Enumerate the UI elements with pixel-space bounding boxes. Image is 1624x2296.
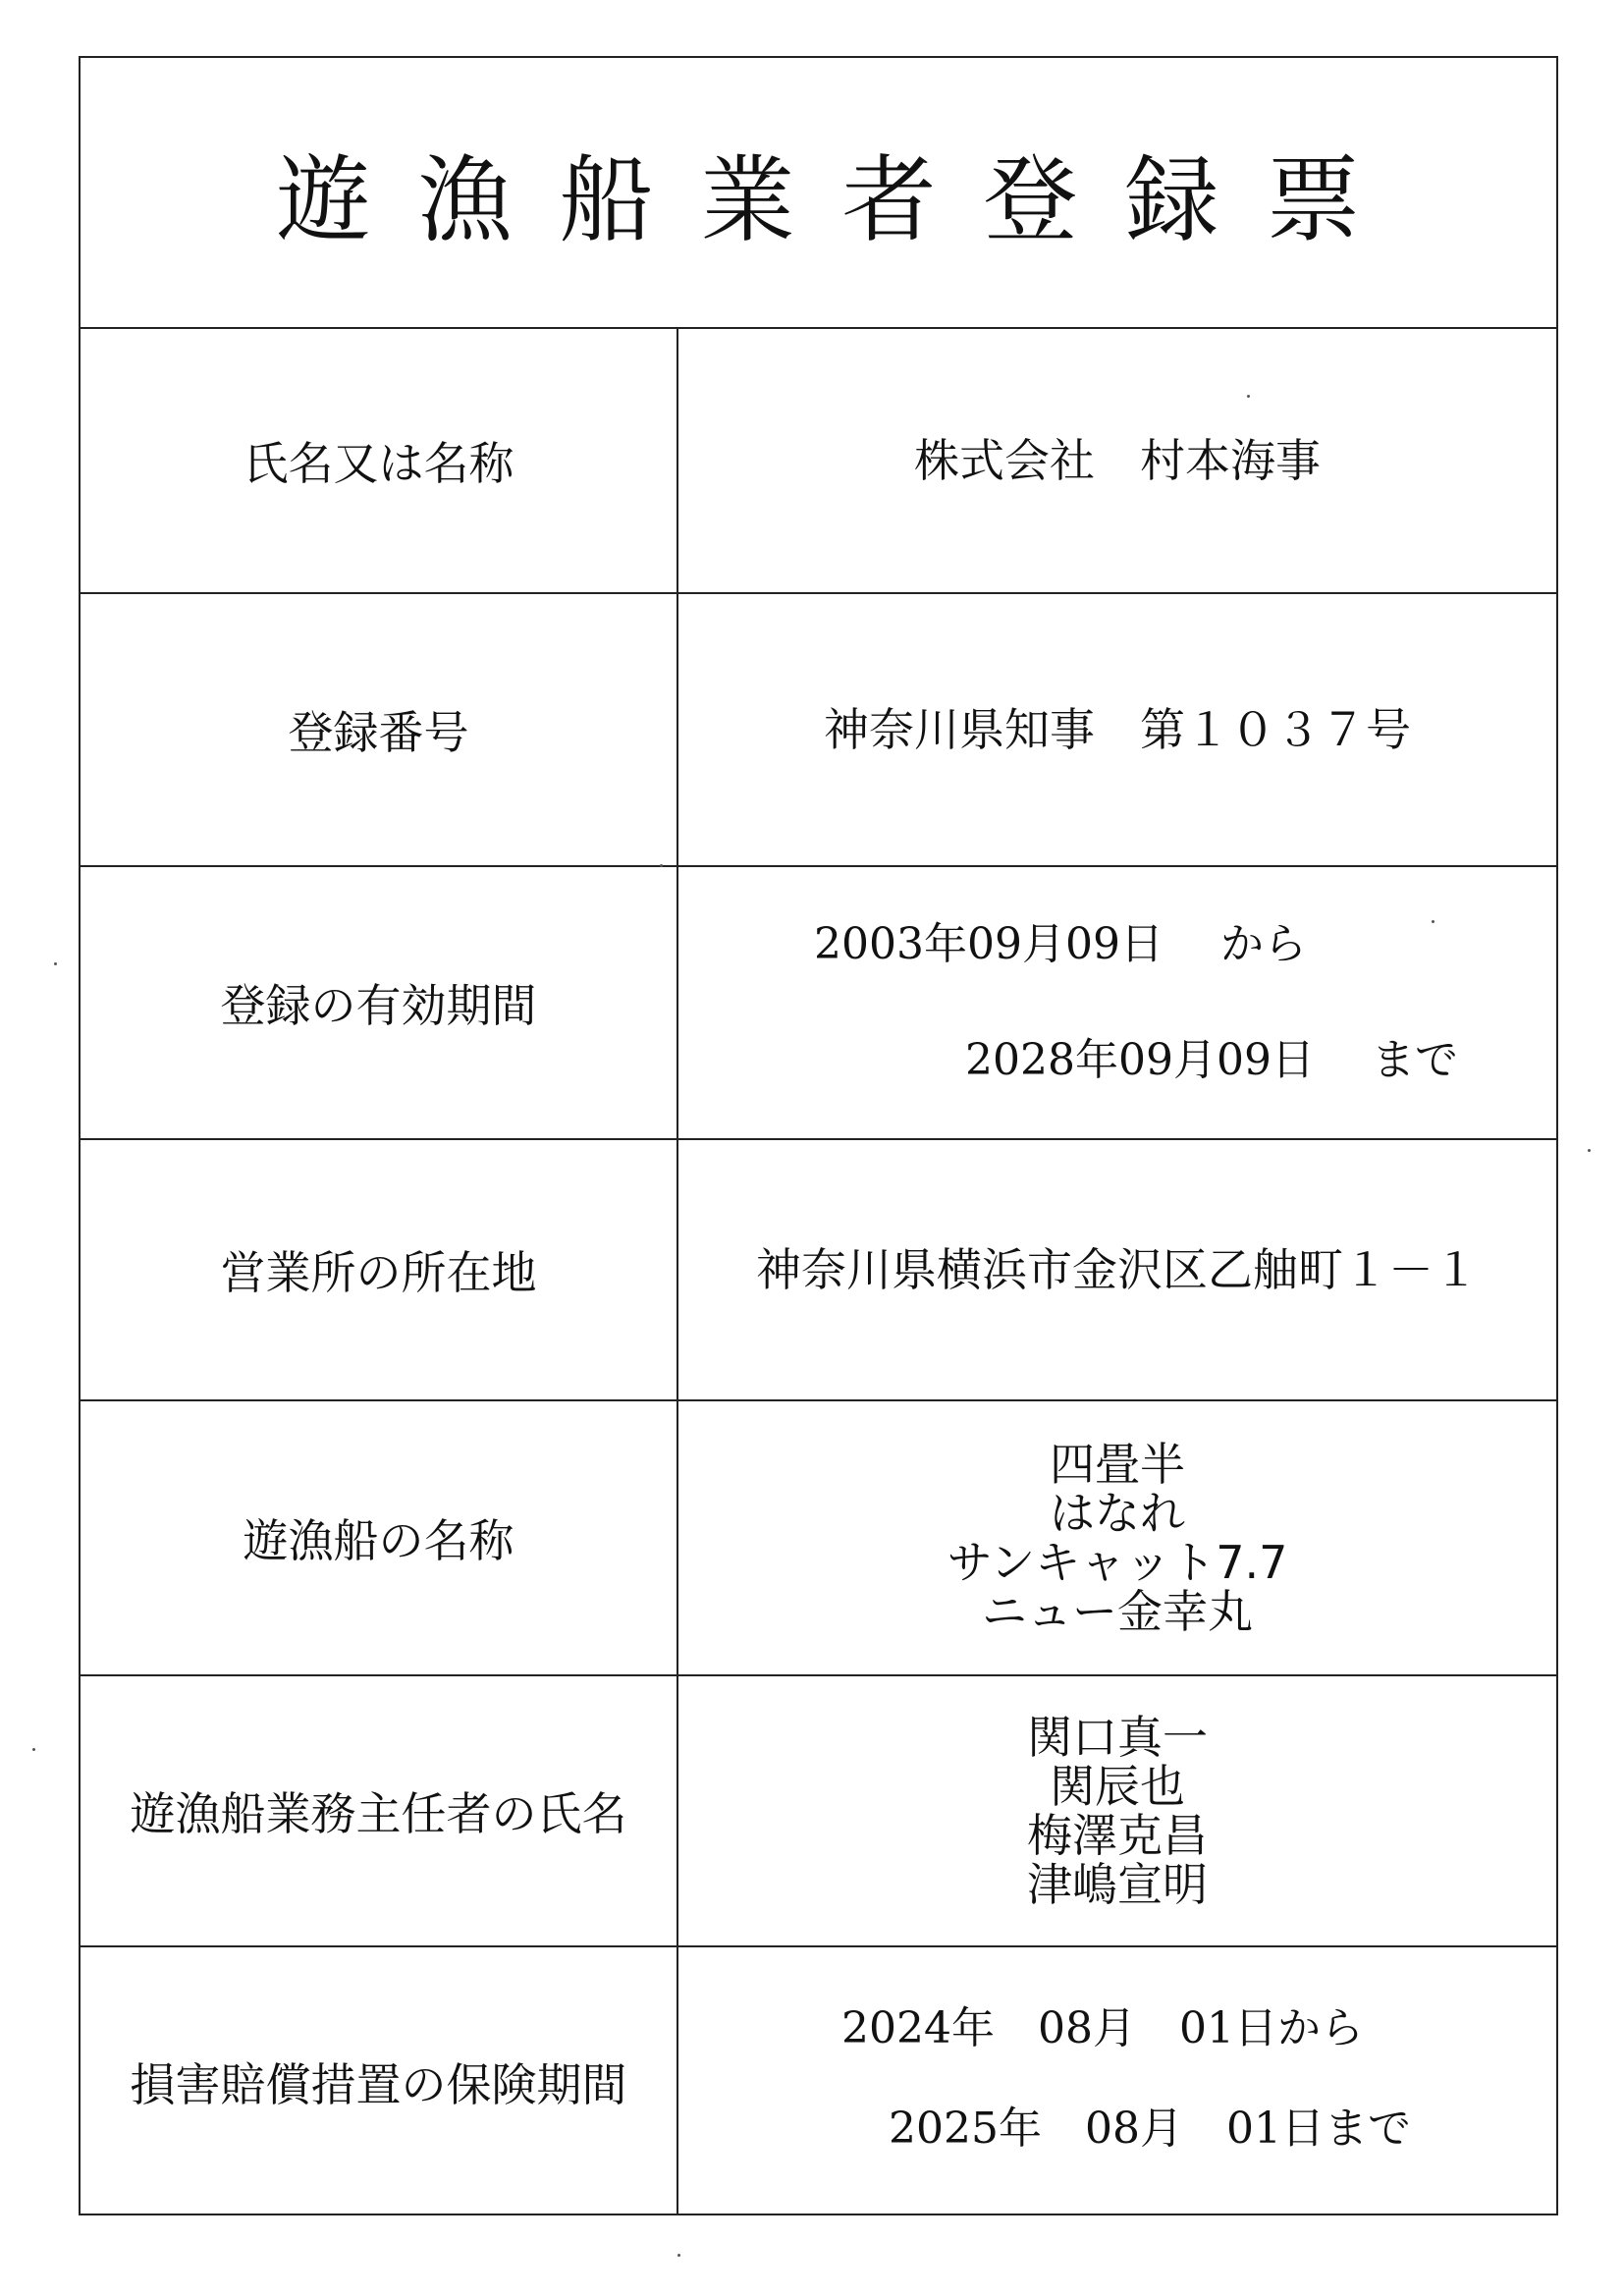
label-vessel-names: 遊漁船の名称 [81,1401,678,1674]
label-validity-period: 登録の有効期間 [81,867,678,1138]
value-registration-number-cell [678,594,1556,865]
chief-manager-item: 梅澤克昌 [1027,1809,1208,1862]
chief-manager-item: 関辰也 [1050,1760,1185,1813]
vessel-name-item: 四畳半 [1050,1438,1185,1491]
vessel-name-item: サンキャット7.7 [947,1536,1288,1589]
scan-speck [54,962,57,965]
value-chief-managers-cell [678,1676,1556,1945]
insurance-from: 2024年 08月 01日から [841,2003,1364,2053]
validity-from: 2003年09月09日 から [814,919,1307,969]
label-insurance-period: 損害賠償措置の保険期間 [81,1947,678,2215]
chief-manager-item: 津嶋宣明 [1027,1858,1208,1911]
value-registration-number: 神奈川県知事 第１０３７号 [824,703,1411,756]
row-validity-period [81,867,1556,1140]
label-registration-number: 登録番号 [81,594,678,865]
row-office-location [81,1140,1556,1401]
chief-manager-item: 関口真一 [1027,1711,1208,1764]
scan-speck [32,1748,35,1751]
value-insurance-period-cell [678,1947,1556,2215]
label-chief-managers: 遊漁船業務主任者の氏名 [81,1676,678,1945]
row-vessel-names [81,1401,1556,1676]
vessel-name-item: ニュー金幸丸 [982,1585,1253,1638]
row-chief-managers [81,1676,1556,1947]
value-vessel-names-cell [678,1401,1556,1674]
validity-to: 2028年09月09日 まで [965,1035,1458,1085]
document-title: 遊漁船業者登録票 [276,144,1408,255]
title-row [81,58,1556,329]
value-office-location: 神奈川県横浜市金沢区乙舳町１－１ [756,1243,1479,1296]
row-insurance-period [81,1947,1556,2215]
scan-speck [660,864,663,867]
value-name-cell [678,329,1556,592]
scan-speck [677,2254,680,2257]
value-office-location-cell [678,1140,1556,1399]
insurance-to: 2025年 08月 01日まで [889,2104,1411,2154]
registration-sheet [79,56,1558,2215]
row-registration-number [81,594,1556,867]
value-name: 株式会社 村本海事 [914,434,1321,487]
row-name [81,329,1556,594]
value-validity-period-cell [678,867,1556,1138]
scan-speck [1432,920,1435,923]
label-office-location: 営業所の所在地 [81,1140,678,1399]
vessel-name-item: はなれ [1050,1487,1185,1540]
label-name: 氏名又は名称 [81,329,678,592]
scan-speck [1247,395,1250,398]
scan-speck [1588,1149,1591,1152]
